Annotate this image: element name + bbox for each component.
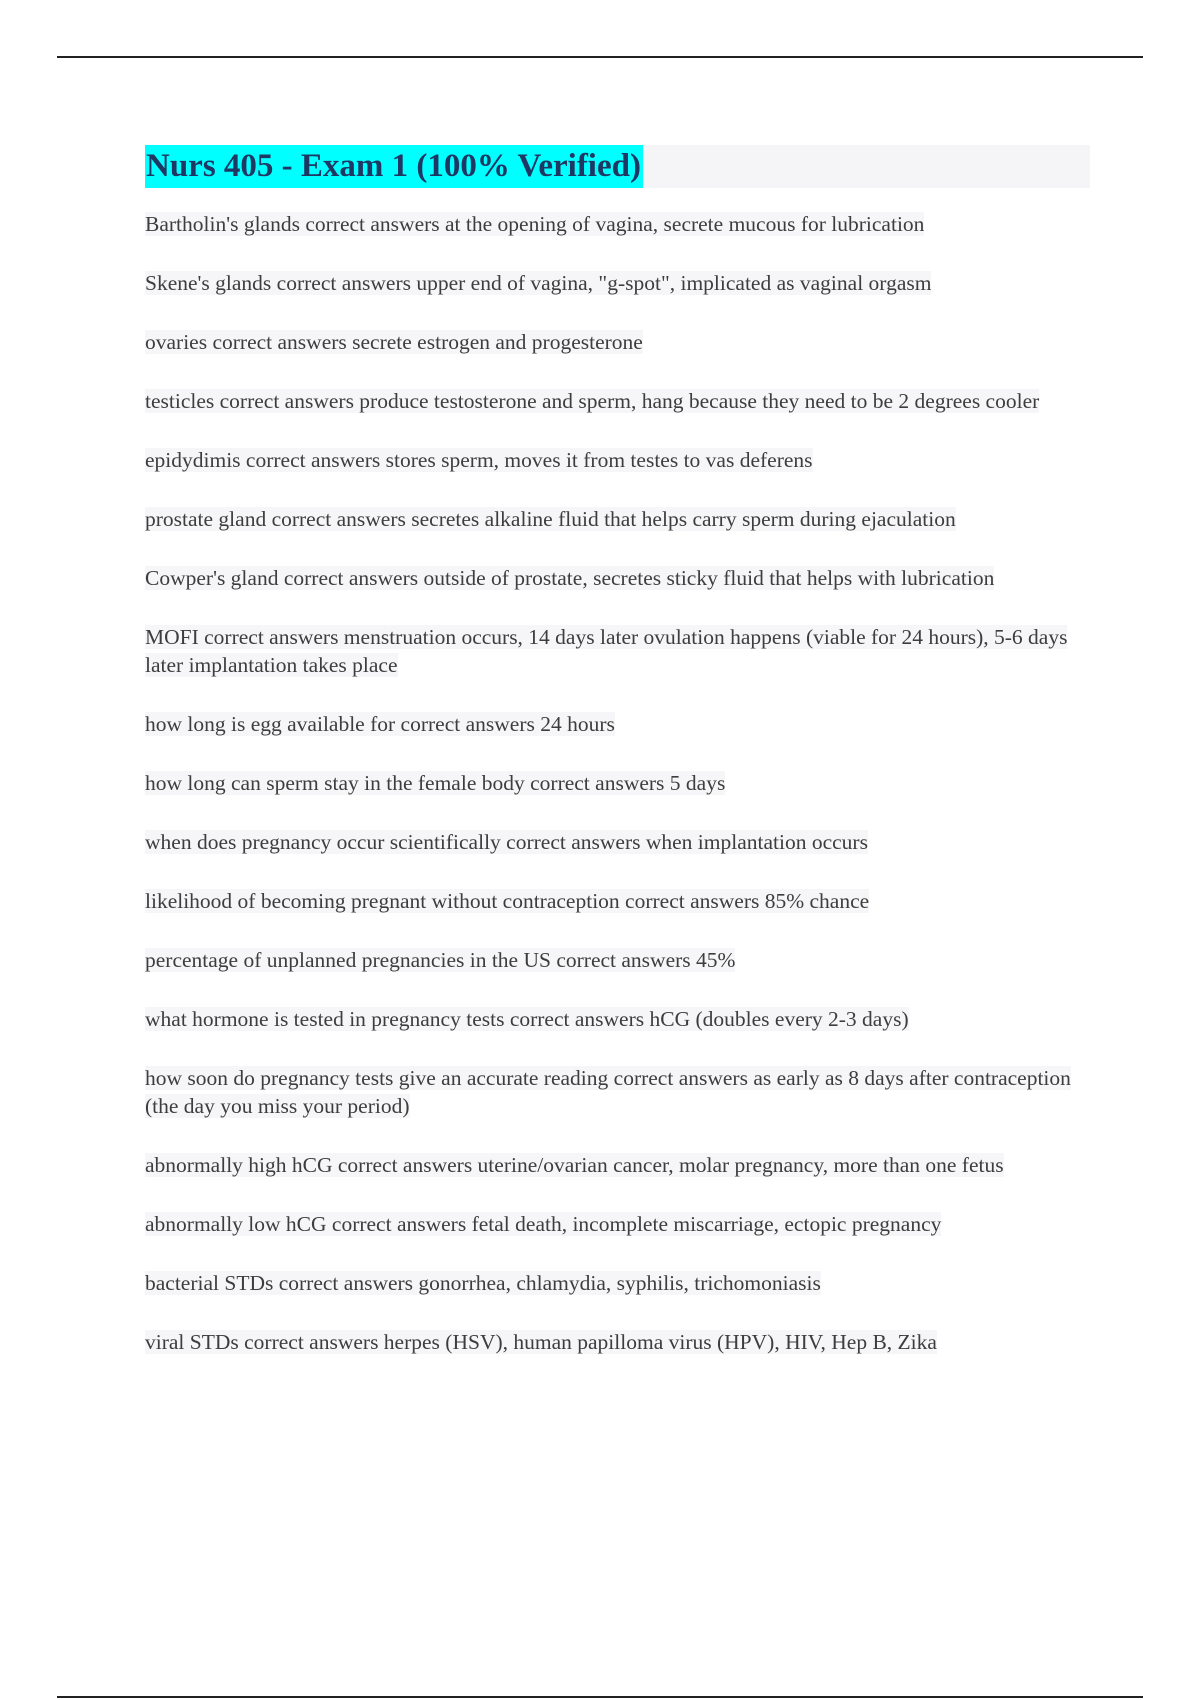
page-top-rule	[57, 56, 1143, 58]
qa-item: how soon do pregnancy tests give an accurate reading correct answers as early as 8 days after contraception (the day you miss your period)	[145, 1066, 1071, 1118]
qa-item: Bartholin's glands correct answers at the opening of vagina, secrete mucous for lubrication	[145, 212, 925, 236]
qa-item: epidydimis correct answers stores sperm, moves it from testes to vas deferens	[145, 448, 813, 472]
qa-item: bacterial STDs correct answers gonorrhea, chlamydia, syphilis, trichomoniasis	[145, 1271, 821, 1295]
document-body	[145, 145, 1090, 1387]
page-bottom-rule	[57, 1696, 1143, 1698]
qa-item: testicles correct answers produce testosterone and sperm, hang because they need to be 2 degrees cooler	[145, 389, 1040, 413]
qa-item: abnormally low hCG correct answers fetal death, incomplete miscarriage, ectopic pregnancy	[145, 1212, 942, 1236]
qa-item: when does pregnancy occur scientifically correct answers when implantation occurs	[145, 830, 868, 854]
qa-item: Skene's glands correct answers upper end of vagina, "g-spot", implicated as vaginal orgasm	[145, 271, 932, 295]
qa-item: how long can sperm stay in the female body correct answers 5 days	[145, 771, 726, 795]
qa-item: percentage of unplanned pregnancies in the US correct answers 45%	[145, 948, 736, 972]
qa-item: MOFI correct answers menstruation occurs, 14 days later ovulation happens (viable for 24 hours), 5-6 days later implantation takes place	[145, 625, 1068, 677]
qa-item: how long is egg available for correct answers 24 hours	[145, 712, 615, 736]
qa-item: Cowper's gland correct answers outside of prostate, secretes sticky fluid that helps with lubrication	[145, 566, 995, 590]
qa-item: likelihood of becoming pregnant without contraception correct answers 85% chance	[145, 889, 870, 913]
qa-item: abnormally high hCG correct answers uterine/ovarian cancer, molar pregnancy, more than one fetus	[145, 1153, 1004, 1177]
qa-item: prostate gland correct answers secretes alkaline fluid that helps carry sperm during ejaculation	[145, 507, 956, 531]
qa-item: ovaries correct answers secrete estrogen and progesterone	[145, 330, 643, 354]
qa-item: viral STDs correct answers herpes (HSV), human papilloma virus (HPV), HIV, Hep B, Zika	[145, 1330, 937, 1354]
qa-item: what hormone is tested in pregnancy tests correct answers hCG (doubles every 2-3 days)	[145, 1007, 909, 1031]
document-title: Nurs 405 - Exam 1 (100% Verified)	[145, 145, 643, 188]
title-row	[145, 145, 1090, 188]
